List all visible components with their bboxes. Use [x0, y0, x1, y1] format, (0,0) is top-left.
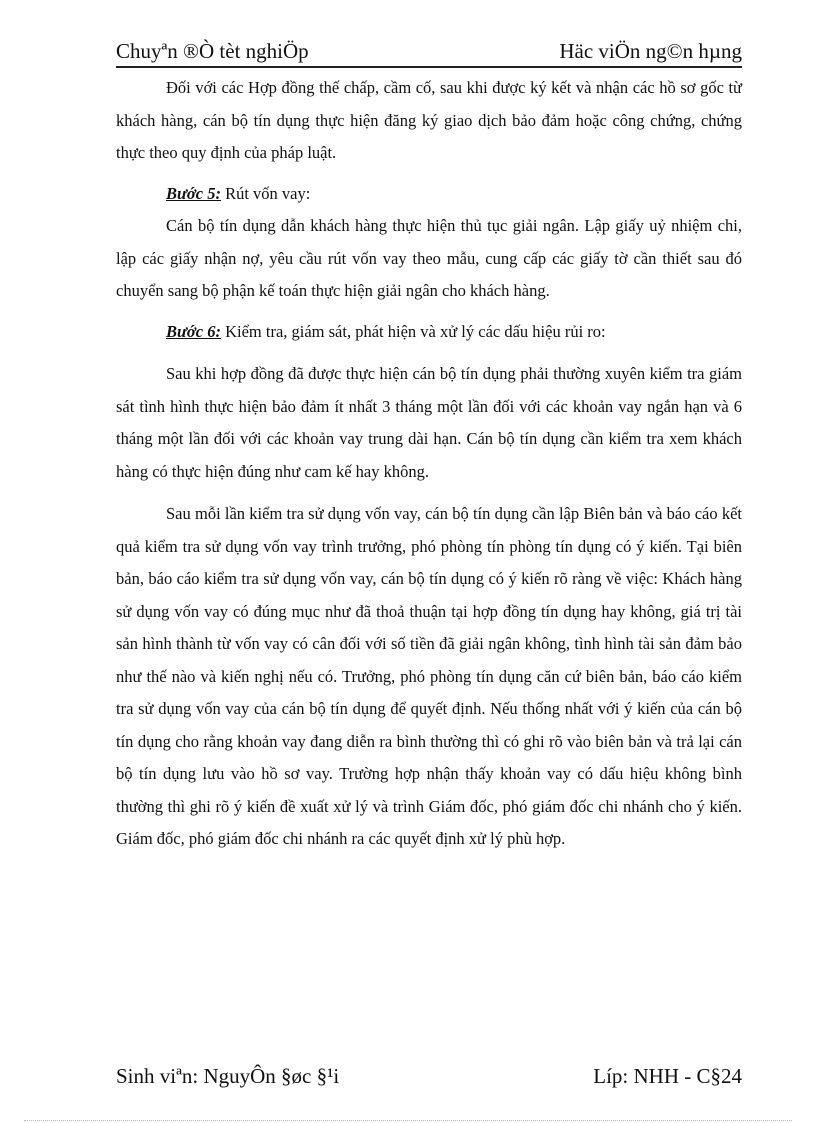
step-6-heading	[166, 316, 742, 349]
step-5-text: Rút vốn vay:	[220, 183, 311, 203]
page-body	[116, 72, 742, 856]
paragraph-1: Đối với các Hợp đồng thế chấp, cầm cố, sau khi được ký kết và nhận các hồ sơ gốc từ khách hàng, cán bộ tín dụng thực hiện đăng ký giao dịch bảo đảm hoặc công chứng, chứng thực theo quy định của pháp luật.	[116, 78, 742, 162]
step-6-text: Kiểm tra, giám sát, phát hiện và xử lý các dấu hiệu rủi ro:	[220, 321, 606, 341]
footer-student: Sinh viªn: NguyÔn §øc §¹i	[116, 1064, 340, 1088]
step-6-label: Bước 6:	[166, 321, 221, 341]
step-5-label: Bước 5:	[166, 183, 221, 203]
paragraph-4: Sau mỗi lần kiểm tra sử dụng vốn vay, cán bộ tín dụng cần lập Biên bản và báo cáo kết quả kiểm tra sử dụng vốn vay trình trưởng, phó phòng tín phòng tín dụng có ý kiến. Tại biên bản, báo cáo kiểm tra sử dụng vốn vay, cán bộ tín dụng có ý kiến rõ ràng về việc: Khách hàng sử dụng vốn vay có đúng mục như đã thoả thuận tại hợp đồng tín dụng hay không, giá trị tài sản hình thành từ vốn vay có cân đối với số tiền đã giải ngân không, tình hình tài sản đảm bảo như thế nào và kiến nghị nếu có. Trưởng, phó phòng tín dụng căn cứ biên bản, báo cáo kiểm tra sử dụng vốn vay của cán bộ tín dụng để quyết định. Nếu thống nhất với ý kiến của cán bộ tín dụng cho rằng khoản vay đang diễn ra bình thường thì có ghi rõ vào biên bản và trả lại cán bộ tín dụng lưu vào hồ sơ vay. Trường hợp nhận thấy khoản vay có dấu hiệu không bình thường thì ghi rõ ý kiến đề xuất xử lý và trình Giám đốc, phó giám đốc chi nhánh cho ý kiến. Giám đốc, phó giám đốc chi nhánh ra các quyết định xử lý phù hợp.	[116, 504, 742, 848]
header-right-title: Häc viÖn ng©n hµng	[559, 39, 742, 63]
page-bottom-divider	[24, 1120, 792, 1121]
footer-class: Líp: NHH - C§24	[593, 1064, 742, 1088]
page-header	[116, 38, 742, 68]
header-left-title: Chuyªn ®Ò tèt nghiÖp	[116, 39, 309, 63]
page-footer	[116, 1064, 742, 1089]
paragraph-2: Cán bộ tín dụng dẫn khách hàng thực hiện thủ tục giải ngân. Lập giấy uỷ nhiệm chi, lập các giấy nhận nợ, yêu cầu rút vốn vay theo mẫu, cung cấp các giấy tờ cần thiết sau đó chuyển sang bộ phận kế toán thực hiện giải ngân cho khách hàng.	[116, 216, 742, 300]
paragraph-3: Sau khi hợp đồng đã được thực hiện cán bộ tín dụng phải thường xuyên kiểm tra giám sát tình hình thực hiện bảo đảm ít nhất 3 tháng một lần đối với các khoản vay ngắn hạn và 6 tháng một lần đối với các khoản vay trung dài hạn. Cán bộ tín dụng cần kiểm tra xem khách hàng có thực hiện đúng như cam kế hay không.	[116, 364, 742, 481]
step-5-heading	[166, 178, 742, 211]
